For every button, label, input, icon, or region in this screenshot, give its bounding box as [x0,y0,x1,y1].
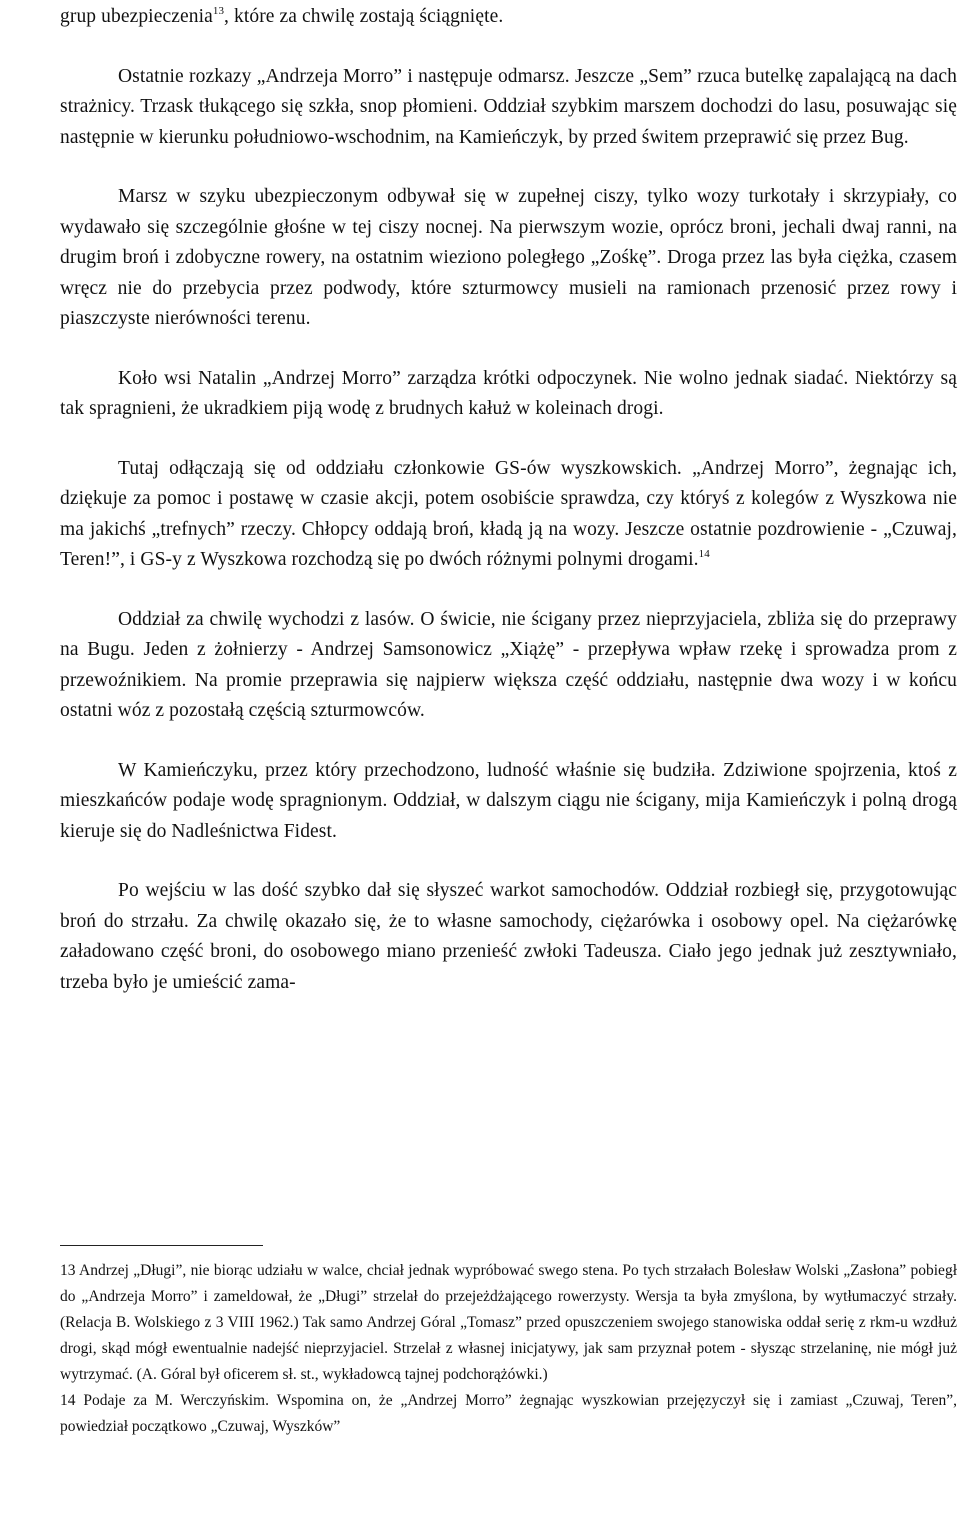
footnote-14: 14 Podaje za M. Werczyńskim. Wspomina on, że „Andrzej Morro” żegnając wyszkowian przejęzyczył się i zamiast „Czuwaj, Teren”, powiedział początkowo „Czuwaj, Wyszków” [60,1392,957,1435]
paragraph: Ostatnie rozkazy „Andrzeja Morro” i następuje odmarsz. Jeszcze „Sem” rzuca butelkę zapalającą na dach strażnicy. Trzask tłukącego się szkła, snop płomieni. Oddział szybkim marszem dochodzi do lasu, posuwając się następnie w kierunku południowo-wschodnim, na Kamieńczyk, by przed świtem przeprawić się przez Bug. [60,65,957,148]
footnote-separator [60,1245,263,1246]
paragraph: Oddział za chwilę wychodzi z lasów. O świcie, nie ścigany przez nieprzyjaciela, zbliża się do przeprawy na Bugu. Jeden z żołnierzy - Andrzej Samsonowicz „Xiążę” - przepływa wpław rzekę i sprowadza prom z przewoźnikiem. Na promie przeprawia się najpierw większa część oddziału, następnie dwa wozy i w końcu ostatni wóz z pozostałą częścią szturmowców. [60,608,957,721]
paragraph: Po wejściu w las dość szybko dał się słyszeć warkot samochodów. Oddział rozbiegł się, przygotowując broń do strzału. Za chwilę okazało się, że to własne samochody, ciężarówka i osobowy opel. Na ciężarówkę załadowano część broni, do osobowego miano przenieść zwłoki Tadeusza. Ciało jego jednak już zesztywniało, trzeba było je umieścić zama- [60,880,957,993]
footnote-ref-13[interactable]: 13 [212,4,225,17]
paragraph-text: Tutaj odłączają się od oddziału członkowie GS-ów wyszkowskich. „Andrzej Morro”, żegnając ich, dziękuje za pomoc i postawę w czasie akcji, potem osobiście sprawdza, czy któryś z kolegów z Wyszkowa nie ma jakichś „trefnych” rzeczy. Chłopcy oddają broń, kładą ją na wozy. Jeszcze ostatnie pozdrowienie - „Czuwaj, Teren!”, i GS-y z Wyszkowa rozchodzą się po dwóch różnymi polnymi drogami. [60,457,957,570]
paragraph: Marsz w szyku ubezpieczonym odbywał się w zupełnej ciszy, tylko wozy turkotały i skrzypiały, co wydawało się szczególnie głośne w tej ciszy nocnej. Na pierwszym wozie, oprócz broni, jechali dwaj ranni, na drugim broń i zdobyczne rowery, na ostatnim wieziono poległego „Zośkę”. Droga przez las była ciężka, czasem wręcz nie do przebycia przez podwody, które szturmowcy musieli na ramionach przenosić przez rowy i piaszczyste nierówności terenu. [60,186,957,329]
footnote-13: 13 Andrzej „Długi”, nie biorąc udziału w walce, chciał jednak wypróbować swego stena. Po tych strzałach Bolesław Wolski „Zasłona” pobiegł do „Andrzeja Morro” i zameldował, że „Długi” strzelał do przejeżdżającego rowerzysty. Wersja ta była zmyślona, by wytłumaczyć strzały. (Relacja B. Wolskiego z 3 VIII 1962.) Tak samo Andrzej Góral „Tomasz” przed opuszczeniem swojego stanowiska oddał serię z rkm-u wzdłuż drogi, skąd mógł ewentualnie nadejść nieprzyjaciel. Strzelał z własnej inicjatywy, jak sam przyznał potem - słysząc strzelaninę, nie mógł już wytrzymać. (A. Góral był oficerem sł. st., wykładowcą tajnej podchorążówki.) [60,1262,957,1383]
document-page [60,2,957,1435]
paragraph-continuation [60,2,957,33]
paragraph: Koło wsi Natalin „Andrzej Morro” zarządza krótki odpoczynek. Nie wolno jednak siadać. Niektórzy są tak spragnieni, że ukradkiem piją wodę z brudnych kałuż w koleinach drogi. [60,367,957,419]
paragraph: W Kamieńczyku, przez który przechodzono, ludność właśnie się budziła. Zdziwione spojrzenia, ktoś z mieszkańców podaje wodę spragnionym. Oddział, w dalszym ciągu nie ścigany, mija Kamieńczyk i polną drogą kieruje się do Nadleśnictwa Fidest. [60,759,957,842]
footnote-ref-14[interactable]: 14 [698,547,710,560]
paragraph-text: grup ubezpieczenia [60,6,213,27]
paragraph-text-tail: , które za chwilę zostają ściągnięte. [224,6,504,27]
footnotes-section [60,1258,957,1440]
paragraph [60,454,957,576]
